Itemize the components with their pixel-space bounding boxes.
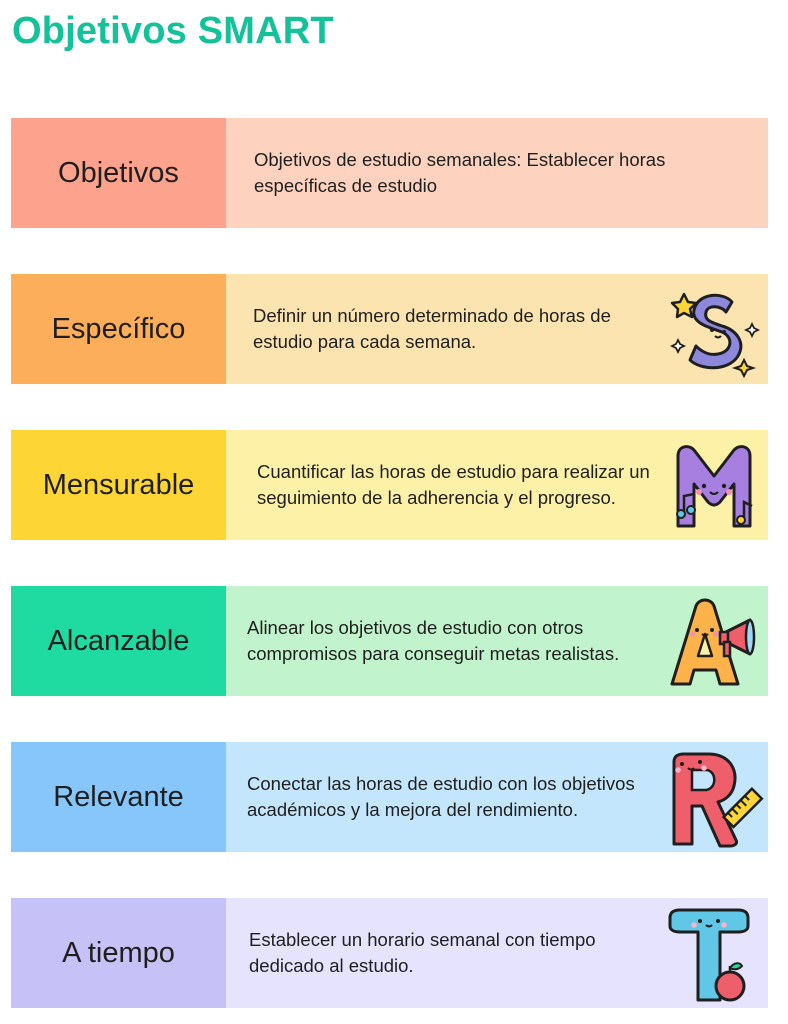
row-description: [226, 742, 768, 852]
row-label: Relevante: [11, 742, 226, 852]
row-label: A tiempo: [11, 898, 226, 1008]
row-description: [226, 274, 768, 384]
row-label: Mensurable: [11, 430, 226, 540]
row-description-text: Alinear los objetivos de estudio con otros compromisos para conseguir metas realistas.: [247, 617, 620, 664]
row-label: Alcanzable: [11, 586, 226, 696]
row-description-text: Establecer un horario semanal con tiempo dedicado al estudio.: [249, 929, 596, 976]
row-label: Específico: [11, 274, 226, 384]
row-description: [226, 898, 768, 1008]
letter-t-icon: [664, 904, 764, 1004]
page-title: Objetivos SMART: [12, 10, 334, 52]
smart-row-mensurable: [11, 430, 768, 540]
smart-row-alcanzable: [11, 586, 768, 696]
row-description-text: Conectar las horas de estudio con los objetivos académicos y la mejora del rendimiento.: [247, 773, 635, 820]
smart-row-relevante: [11, 742, 768, 852]
row-description: [226, 118, 768, 228]
smart-row-objetivos: [11, 118, 768, 228]
row-description: [226, 586, 768, 696]
smart-row-a-tiempo: [11, 898, 768, 1008]
row-description: [226, 430, 768, 540]
letter-s-icon: [664, 280, 764, 380]
letter-m-icon: [664, 436, 764, 536]
row-label: Objetivos: [11, 118, 226, 228]
row-description-text: Cuantificar las horas de estudio para realizar un seguimiento de la adherencia y el progreso.: [257, 461, 650, 508]
letter-a-icon: [664, 592, 764, 692]
row-description-text: Objetivos de estudio semanales: Establecer horas específicas de estudio: [254, 149, 666, 196]
row-description-text: Definir un número determinado de horas de estudio para cada semana.: [253, 305, 611, 352]
smart-row-especifico: [11, 274, 768, 384]
letter-r-icon: [664, 748, 764, 848]
